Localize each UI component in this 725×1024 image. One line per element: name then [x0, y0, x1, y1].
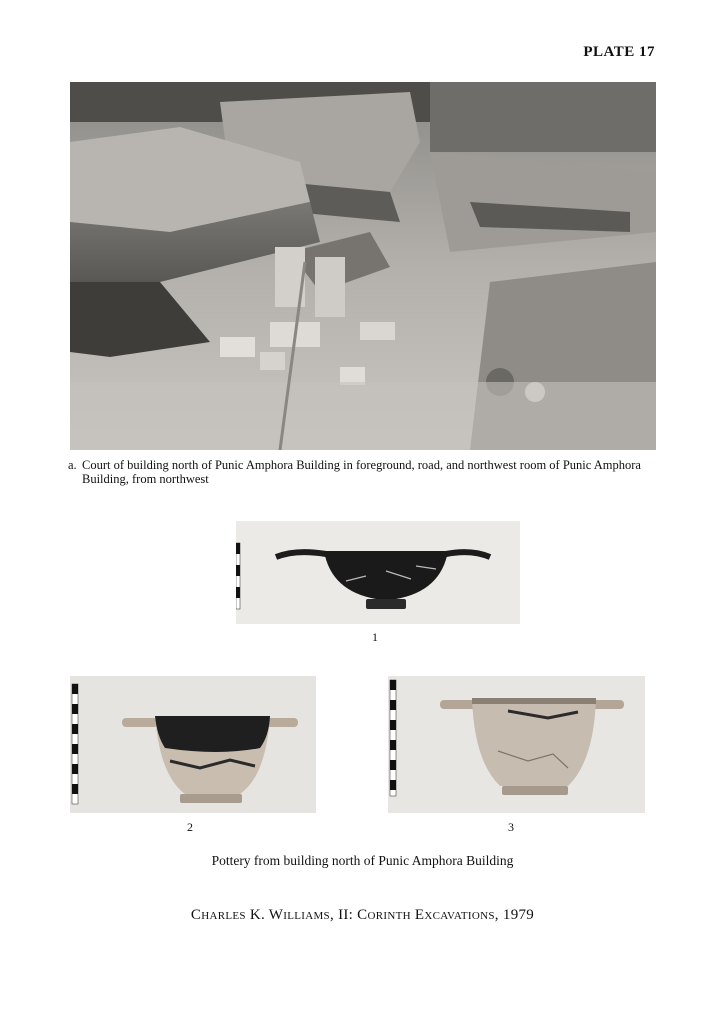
pottery-photo-1	[236, 521, 520, 624]
figure-caption-text: Court of building north of Punic Amphora Building in foreground, road, and northwest room of Punic Amphora Building, from northwest	[82, 458, 641, 486]
excavation-photo	[70, 82, 656, 450]
pottery-number-3: 3	[508, 820, 514, 834]
plate-label: PLATE 17	[583, 44, 655, 60]
pottery-photo-2	[70, 676, 316, 813]
pottery-photo-3	[388, 676, 645, 813]
excavation-caption	[68, 458, 658, 486]
pottery-number-1: 1	[372, 630, 378, 644]
pottery-number-2: 2	[187, 820, 193, 834]
publication-credit: Charles K. Williams, II: Corinth Excavations, 1979	[190, 907, 535, 923]
figure-letter: a.	[68, 458, 77, 472]
pottery-caption: Pottery from building north of Punic Amphora Building	[211, 853, 514, 868]
